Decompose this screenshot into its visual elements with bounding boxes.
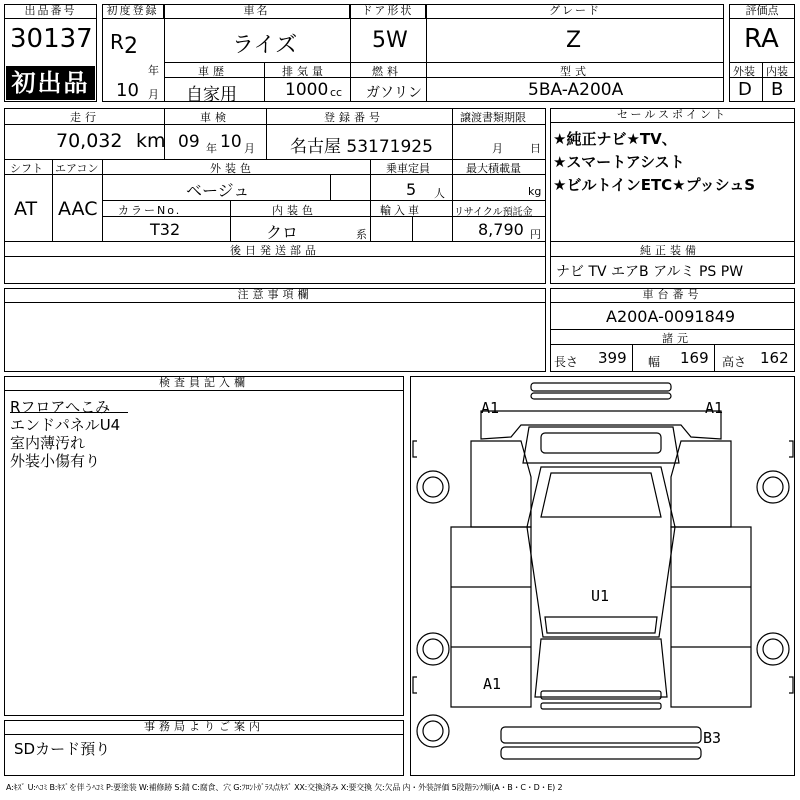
shift-label: シフト [10,162,43,175]
capacity-unit: 人 [434,187,445,200]
door-label: ドア形状 [350,4,426,19]
interior-grade: B [771,79,784,100]
divider [632,344,633,372]
model-label: 型式 [560,65,590,78]
interior-label: 内装 [766,65,788,78]
recycle-unit: 円 [530,228,541,241]
ac-value: AAC [58,198,98,220]
history-label: 車歴 [198,65,228,78]
chassis-label: 車台番号 [550,288,795,303]
length-value: 399 [598,349,627,367]
damage-mark-floor: U1 [591,587,610,605]
reg-year-unit: 年 [148,64,159,77]
divider [426,62,427,102]
sales-point-2: ★スマートアシスト [553,153,685,171]
grade-label: グレード [426,4,724,19]
name-label: 車名 [164,4,350,19]
width-value: 169 [680,349,709,367]
legend: A:ｷｽﾞ U:ﾍｺﾐ B:ｷｽﾞを伴うﾍｺﾐ P:要塗装 W:補修跡 S:錆 C:腐食、穴 G:ﾌﾛﾝﾄｶﾞﾗｽ点ｷｽﾞ XX:交換済み X:要交換 欠:欠品 内・外装評価 5段階ﾗﾝｸ順(A・B・C・D・E) 2 [6,783,563,792]
reg-year: 2 [124,34,138,59]
reg-month-unit: 月 [148,88,159,101]
transfer-day-unit: 日 [530,142,541,155]
inspector-line-3: 室内薄汚れ [10,434,86,452]
divider [102,159,103,241]
inspector-line-1: Rフロアへこみ [10,398,111,416]
fuel-label: 燃料 [372,65,402,78]
int-color-value: クロ [266,223,299,242]
grade-value: Z [566,28,582,53]
width-label: 幅 [648,355,661,369]
import-label: 輸入車 [380,204,422,217]
caution-label: 注意事項欄 [4,288,546,303]
displacement-value: 1000 [285,80,329,100]
capacity-value: 5 [406,180,417,199]
inspection-month-unit: 月 [244,142,255,155]
lot-label: 出品番号 [4,4,97,19]
rating-value: RA [744,24,779,54]
model-value: 5BA-A200A [528,80,624,100]
car-diagram [410,376,795,776]
divider [426,4,427,62]
damage-mark-end-panel: B3 [703,729,722,747]
car-diagram-svg [411,377,796,777]
inspection-month: 10 [220,132,242,152]
divider [412,216,413,241]
underline [10,412,128,413]
color-no-value: T32 [150,220,181,239]
damage-mark-rear-left: A1 [483,675,502,693]
recycle-label: リサイクル預託金 [454,207,533,218]
lot-number: 30137 [10,24,93,54]
reg-era: R [110,30,124,54]
later-parts-label: 後日発送部品 [230,244,320,257]
sales-label: セールスポイント [550,108,795,123]
int-color-label: 内装色 [272,204,317,217]
first-listing-text: 初出品 [11,69,90,97]
transfer-label: 譲渡書類期限 [460,111,526,124]
shift-value: AT [14,198,38,220]
load-unit: kg [528,185,542,198]
sales-point-1: ★純正ナビ★TV、 [553,130,677,148]
displacement-label: 排気量 [282,65,327,78]
divider [370,159,371,241]
divider [264,62,265,102]
reg-label: 初度登録 [102,4,164,19]
plate-value: 名古屋 53171925 [290,137,433,157]
inspector-label: 検査員記入欄 [4,376,404,391]
exterior-grade: D [738,79,752,100]
car-name: ライズ [232,33,298,58]
displacement-unit: cc [330,86,343,99]
fuel-value: ガソリン [366,85,422,101]
int-color-suffix: 系 [356,228,367,241]
office-message: SDカード預り [14,740,111,758]
inspection-label: 車検 [200,111,230,124]
divider [230,200,231,241]
sales-point-3: ★ビルトインETC★プッシュS [553,176,756,194]
divider [164,62,724,63]
divider [452,108,453,159]
office-label: 事務局よりご案内 [4,720,404,735]
reg-month: 10 [116,80,139,101]
height-value: 162 [760,349,789,367]
inspector-line-4: 外装小傷有り [10,452,101,470]
load-label: 最大積載量 [466,162,521,175]
divider [164,4,165,102]
divider [164,77,724,78]
ac-label: エアコン [55,162,99,175]
rating-label: 評価点 [729,4,795,19]
color-no-label: カラーNo. [118,204,182,217]
dims-label: 諸元 [662,332,692,345]
divider [52,159,53,241]
mileage-unit: km [136,130,166,152]
recycle-value: 8,790 [478,220,524,239]
mileage-value: 70,032 [56,130,123,152]
inspection-year: 09 [178,132,200,152]
door-value: 5W [372,28,408,53]
first-listing-badge [6,66,95,100]
divider [330,174,331,200]
height-label: 高さ [722,355,747,369]
capacity-label: 乗車定員 [386,162,430,175]
inspector-line-2: エンドパネルU4 [10,416,121,434]
divider [350,4,351,62]
inspection-year-unit: 年 [206,142,217,155]
color-label: 外装色 [210,162,255,175]
divider [266,108,267,159]
mileage-label: 走行 [70,111,100,124]
color-value: ベージュ [186,181,250,200]
length-label: 長さ [554,355,579,369]
divider [350,62,351,102]
transfer-month-unit: 月 [492,142,503,155]
damage-mark-front-right: A1 [705,399,724,417]
chassis-value: A200A-0091849 [606,307,736,326]
history-value: 自家用 [186,85,237,105]
divider [102,200,546,201]
plate-label: 登録番号 [324,111,384,124]
damage-mark-front-left: A1 [481,399,500,417]
divider [762,62,763,102]
exterior-label: 外装 [733,65,755,78]
divider [452,159,453,241]
divider [714,344,715,372]
genuine-value: ナビ TV エアB アルミ PS PW [556,264,744,280]
genuine-label: 純正装備 [640,244,700,257]
